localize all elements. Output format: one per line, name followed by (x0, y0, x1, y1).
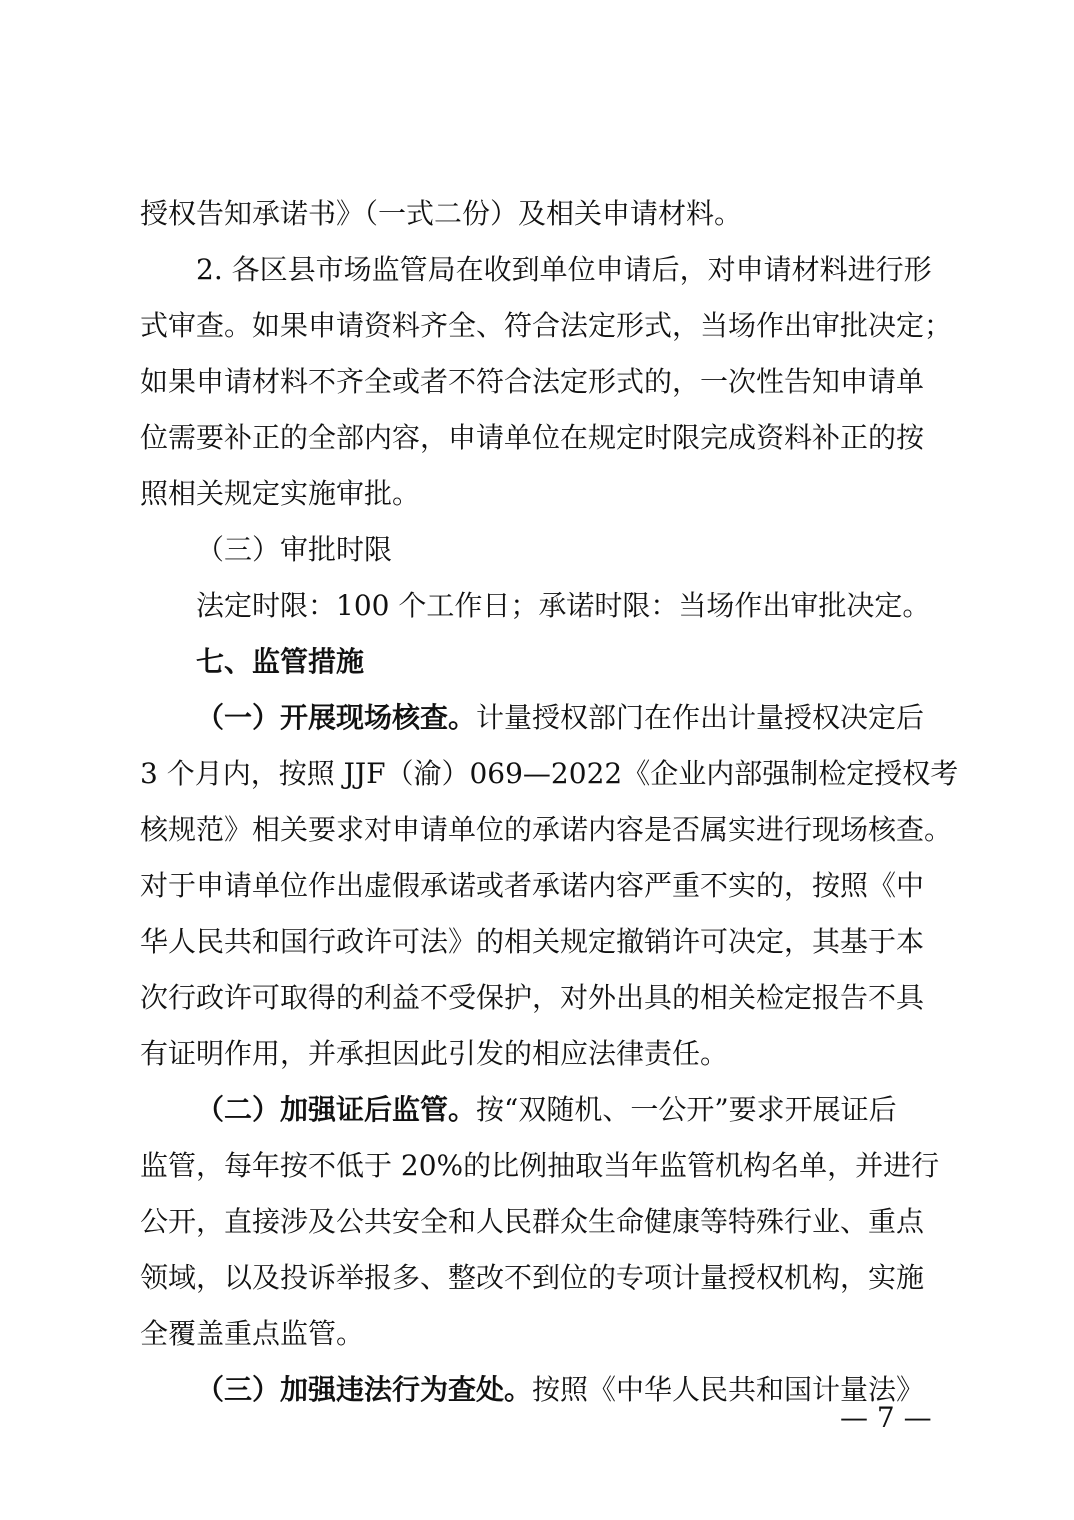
paragraph-line: 位需要补正的全部内容，申请单位在规定时限完成资料补正的按 (140, 421, 925, 454)
paragraph-line: 2. 各区县市场监管局在收到单位申请后，对申请材料进行形 (196, 253, 932, 286)
paragraph-text: 按“双随机、一公开”要求开展证后 (476, 1093, 897, 1126)
paragraph-lead: （一）开展现场核查。 (196, 701, 477, 734)
paragraph-line: 3 个月内，按照 JJF（渝）069—2022《企业内部强制检定授权考 (140, 757, 959, 790)
paragraph-line: 次行政许可取得的利益不受保护，对外出具的相关检定报告不具 (140, 981, 925, 1014)
paragraph-lead: （二）加强证后监管。 (196, 1093, 477, 1126)
paragraph-line (196, 1082, 897, 1138)
section-heading: （三）审批时限 (196, 533, 393, 566)
chapter-heading: 七、监管措施 (196, 645, 365, 678)
paragraph-line: 照相关规定实施审批。 (140, 477, 421, 510)
paragraph-line: 有证明作用，并承担因此引发的相应法律责任。 (140, 1037, 729, 1070)
paragraph-line: 领域，以及投诉举报多、整改不到位的专项计量授权机构，实施 (140, 1261, 925, 1294)
paragraph-line: 对于申请单位作出虚假承诺或者承诺内容严重不实的，按照《中 (140, 869, 925, 902)
paragraph-line (196, 1362, 924, 1418)
paragraph-text: 计量授权部门在作出计量授权决定后 (476, 701, 925, 734)
paragraph-line: 华人民共和国行政许可法》的相关规定撤销许可决定，其基于本 (140, 925, 925, 958)
paragraph-line: 核规范》相关要求对申请单位的承诺内容是否属实进行现场核查。 (140, 813, 953, 846)
paragraph-line: 授权告知承诺书》（一式二份）及相关申请材料。 (140, 197, 743, 230)
paragraph-lead: （三）加强违法行为查处。 (196, 1373, 533, 1406)
paragraph-line (196, 690, 924, 746)
paragraph-line: 公开，直接涉及公共安全和人民群众生命健康等特殊行业、重点 (140, 1205, 925, 1238)
paragraph-line: 如果申请材料不齐全或者不符合法定形式的，一次性告知申请单 (140, 365, 925, 398)
page-number: — 7 — (840, 1401, 932, 1434)
paragraph-line: 监管，每年按不低于 20%的比例抽取当年监管机构名单，并进行 (140, 1149, 940, 1182)
paragraph-line: 式审查。如果申请资料齐全、符合法定形式，当场作出审批决定； (140, 309, 953, 342)
paragraph-line: 全覆盖重点监管。 (140, 1317, 365, 1350)
paragraph-line: 法定时限：100 个工作日；承诺时限：当场作出审批决定。 (196, 589, 931, 622)
paragraph-text: 按照《中华人民共和国计量法》 (532, 1373, 925, 1406)
